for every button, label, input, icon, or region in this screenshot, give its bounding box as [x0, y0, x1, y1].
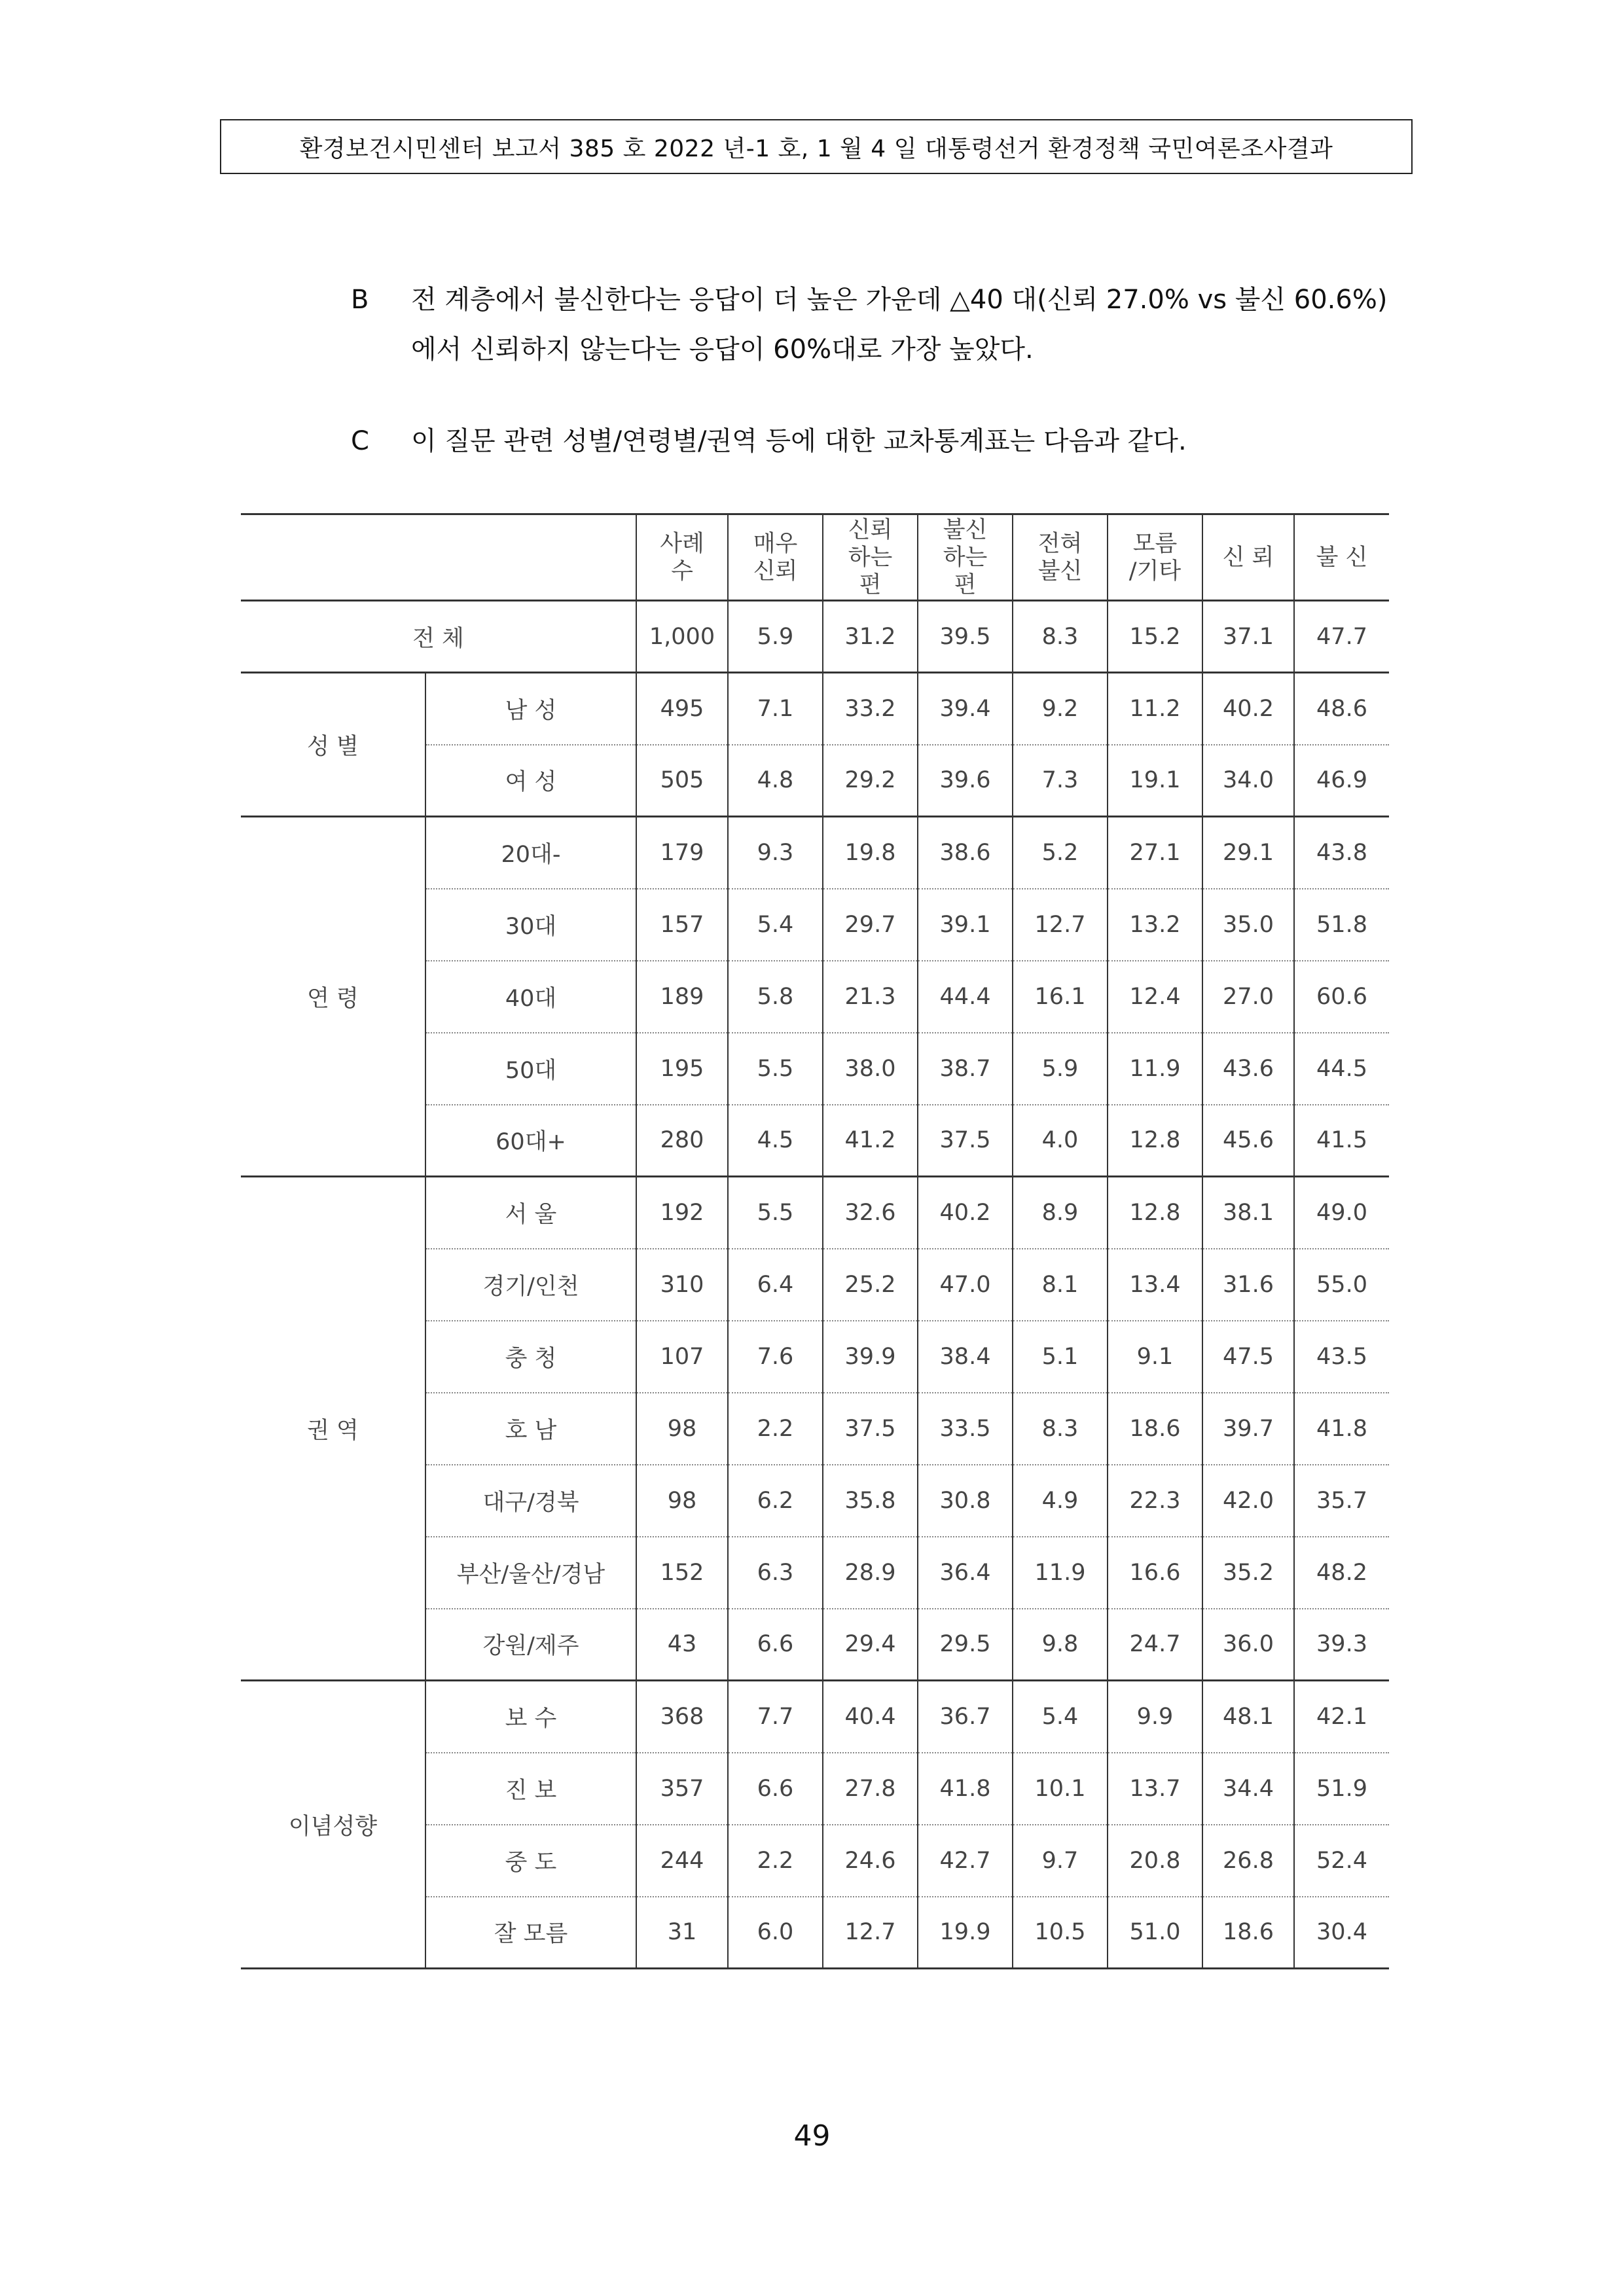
table-cell: 47.5: [1202, 1321, 1294, 1393]
table-cell: 13.7: [1108, 1753, 1202, 1825]
table-cell: 22.3: [1108, 1465, 1202, 1537]
column-header: 신 뢰: [1202, 514, 1294, 601]
group-label: 연 령: [241, 817, 425, 1177]
group-label: 권 역: [241, 1177, 425, 1681]
table-cell: 18.6: [1108, 1393, 1202, 1465]
table-cell: 6.2: [728, 1465, 823, 1537]
table-cell: 8.3: [1013, 601, 1108, 673]
table-cell: 18.6: [1202, 1897, 1294, 1969]
page-number: 49: [793, 2119, 831, 2153]
table-cell: 8.9: [1013, 1177, 1108, 1249]
table-cell: 5.9: [1013, 1033, 1108, 1105]
table-cell: 27.0: [1202, 961, 1294, 1033]
bullet-b: [351, 275, 1405, 374]
table-cell: 7.6: [728, 1321, 823, 1393]
table-corner-cell: [241, 514, 636, 601]
table-cell: 5.9: [728, 601, 823, 673]
table-cell: 48.6: [1294, 673, 1389, 745]
table-cell: 26.8: [1202, 1825, 1294, 1897]
table-cell: 30.4: [1294, 1897, 1389, 1969]
row-label: 경기/인천: [425, 1249, 636, 1321]
table-cell: 41.5: [1294, 1105, 1389, 1177]
table-cell: 5.4: [1013, 1681, 1108, 1753]
table-cell: 39.6: [918, 745, 1013, 817]
table-header-row: [241, 514, 1389, 601]
table-cell: 43.5: [1294, 1321, 1389, 1393]
table-cell: 12.7: [823, 1897, 918, 1969]
report-header-title: 환경보건시민센터 보고서 385 호 2022 년-1 호, 1 월 4 일 대통령선거 환경정책 국민여론조사결과: [299, 135, 1333, 162]
table-cell: 37.5: [823, 1393, 918, 1465]
table-cell: 38.1: [1202, 1177, 1294, 1249]
table-cell: 44.4: [918, 961, 1013, 1033]
table-cell: 5.1: [1013, 1321, 1108, 1393]
table-cell: 4.8: [728, 745, 823, 817]
table-cell: 46.9: [1294, 745, 1389, 817]
table-cell: 24.7: [1108, 1609, 1202, 1681]
table-cell: 41.2: [823, 1105, 918, 1177]
table-cell: 28.9: [823, 1537, 918, 1609]
table-cell: 38.4: [918, 1321, 1013, 1393]
group-label: 이념성향: [241, 1681, 425, 1969]
row-label: 잘 모름: [425, 1897, 636, 1969]
table-cell: 8.3: [1013, 1393, 1108, 1465]
table-cell: 244: [636, 1825, 728, 1897]
table-cell: 31: [636, 1897, 728, 1969]
bullet-c: [351, 416, 1405, 466]
table-cell: 195: [636, 1033, 728, 1105]
table-cell: 7.3: [1013, 745, 1108, 817]
row-label: 중 도: [425, 1825, 636, 1897]
table-cell: 51.9: [1294, 1753, 1389, 1825]
crosstab-table: [241, 513, 1389, 1969]
table-cell: 12.7: [1013, 889, 1108, 961]
table-cell: 27.8: [823, 1753, 918, 1825]
bullet-mark: C: [351, 426, 369, 456]
table-cell: 12.8: [1108, 1177, 1202, 1249]
table-cell: 4.9: [1013, 1465, 1108, 1537]
table-cell: 6.3: [728, 1537, 823, 1609]
table-cell: 9.1: [1108, 1321, 1202, 1393]
table-cell: 35.0: [1202, 889, 1294, 961]
table-cell: 43: [636, 1609, 728, 1681]
table-cell: 44.5: [1294, 1033, 1389, 1105]
table-cell: 368: [636, 1681, 728, 1753]
table-cell: 51.0: [1108, 1897, 1202, 1969]
table-cell: 36.4: [918, 1537, 1013, 1609]
table-cell: 4.0: [1013, 1105, 1108, 1177]
table-cell: 179: [636, 817, 728, 889]
table-cell: 40.2: [918, 1177, 1013, 1249]
table-cell: 41.8: [1294, 1393, 1389, 1465]
table-cell: 5.5: [728, 1177, 823, 1249]
table-cell: 31.6: [1202, 1249, 1294, 1321]
table-cell: 38.0: [823, 1033, 918, 1105]
table-cell: 189: [636, 961, 728, 1033]
table-cell: 34.0: [1202, 745, 1294, 817]
row-label: 남 성: [425, 673, 636, 745]
table-cell: 7.1: [728, 673, 823, 745]
row-label: 호 남: [425, 1393, 636, 1465]
table-cell: 5.2: [1013, 817, 1108, 889]
table-cell: 29.5: [918, 1609, 1013, 1681]
table-cell: 11.9: [1108, 1033, 1202, 1105]
table-cell: 39.4: [918, 673, 1013, 745]
row-label: 50대: [425, 1033, 636, 1105]
table-cell: 9.3: [728, 817, 823, 889]
table-cell: 51.8: [1294, 889, 1389, 961]
bullet-mark: B: [351, 285, 369, 315]
row-label: 40대: [425, 961, 636, 1033]
table-cell: 13.2: [1108, 889, 1202, 961]
table-cell: 107: [636, 1321, 728, 1393]
table-cell: 98: [636, 1465, 728, 1537]
row-label: 대구/경북: [425, 1465, 636, 1537]
column-header: 매우 신뢰: [728, 514, 823, 601]
table-cell: 35.7: [1294, 1465, 1389, 1537]
table-cell: 29.1: [1202, 817, 1294, 889]
row-label: 강원/제주: [425, 1609, 636, 1681]
group-label: 성 별: [241, 673, 425, 817]
table-cell: 12.4: [1108, 961, 1202, 1033]
row-label: 충 청: [425, 1321, 636, 1393]
table-cell: 24.6: [823, 1825, 918, 1897]
table-cell: 157: [636, 889, 728, 961]
table-cell: 40.2: [1202, 673, 1294, 745]
column-header: 전혀 불신: [1013, 514, 1108, 601]
report-header: [220, 119, 1413, 174]
table-cell: 9.2: [1013, 673, 1108, 745]
row-label: 전 체: [241, 601, 636, 673]
table-cell: 42.1: [1294, 1681, 1389, 1753]
table-cell: 36.0: [1202, 1609, 1294, 1681]
table-cell: 19.1: [1108, 745, 1202, 817]
table-cell: 33.5: [918, 1393, 1013, 1465]
table-cell: 16.1: [1013, 961, 1108, 1033]
table-cell: 29.4: [823, 1609, 918, 1681]
table-row: [241, 673, 1389, 745]
table-cell: 60.6: [1294, 961, 1389, 1033]
table-cell: 43.8: [1294, 817, 1389, 889]
table-cell: 9.8: [1013, 1609, 1108, 1681]
table-row: [241, 1177, 1389, 1249]
table-cell: 11.9: [1013, 1537, 1108, 1609]
table-cell: 505: [636, 745, 728, 817]
table-cell: 15.2: [1108, 601, 1202, 673]
table-cell: 32.6: [823, 1177, 918, 1249]
table-cell: 48.1: [1202, 1681, 1294, 1753]
column-header: 신뢰 하는 편: [823, 514, 918, 601]
table-cell: 29.2: [823, 745, 918, 817]
table-cell: 55.0: [1294, 1249, 1389, 1321]
row-label: 보 수: [425, 1681, 636, 1753]
table-cell: 37.1: [1202, 601, 1294, 673]
table-cell: 495: [636, 673, 728, 745]
table-cell: 2.2: [728, 1825, 823, 1897]
table-cell: 40.4: [823, 1681, 918, 1753]
table-cell: 39.9: [823, 1321, 918, 1393]
table-cell: 29.7: [823, 889, 918, 961]
row-label: 진 보: [425, 1753, 636, 1825]
table-cell: 2.2: [728, 1393, 823, 1465]
table-cell: 38.6: [918, 817, 1013, 889]
table-cell: 10.5: [1013, 1897, 1108, 1969]
table-cell: 9.9: [1108, 1681, 1202, 1753]
table-cell: 5.4: [728, 889, 823, 961]
row-label: 서 울: [425, 1177, 636, 1249]
column-header: 모름 /기타: [1108, 514, 1202, 601]
table-cell: 35.8: [823, 1465, 918, 1537]
table-cell: 45.6: [1202, 1105, 1294, 1177]
bullet-text: 이 질문 관련 성별/연령별/권역 등에 대한 교차통계표는 다음과 같다.: [411, 426, 1187, 456]
table-cell: 280: [636, 1105, 728, 1177]
table-cell: 1,000: [636, 601, 728, 673]
table-cell: 20.8: [1108, 1825, 1202, 1897]
table-row: [241, 1681, 1389, 1753]
row-label: 60대+: [425, 1105, 636, 1177]
table-cell: 39.3: [1294, 1609, 1389, 1681]
row-label: 부산/울산/경남: [425, 1537, 636, 1609]
table-cell: 6.4: [728, 1249, 823, 1321]
column-header: 불 신: [1294, 514, 1389, 601]
table-cell: 10.1: [1013, 1753, 1108, 1825]
table-cell: 49.0: [1294, 1177, 1389, 1249]
column-header: 불신 하는 편: [918, 514, 1013, 601]
table-cell: 98: [636, 1393, 728, 1465]
table-cell: 38.7: [918, 1033, 1013, 1105]
table-cell: 37.5: [918, 1105, 1013, 1177]
table-cell: 16.6: [1108, 1537, 1202, 1609]
row-label: 20대-: [425, 817, 636, 889]
table-cell: 48.2: [1294, 1537, 1389, 1609]
table-row-total: [241, 601, 1389, 673]
table-cell: 152: [636, 1537, 728, 1609]
table-cell: 42.0: [1202, 1465, 1294, 1537]
table-cell: 21.3: [823, 961, 918, 1033]
table-cell: 39.5: [918, 601, 1013, 673]
table-cell: 27.1: [1108, 817, 1202, 889]
table-cell: 47.7: [1294, 601, 1389, 673]
bullet-text: 전 계층에서 불신한다는 응답이 더 높은 가운데 △40 대(신뢰 27.0% vs 불신 60.6%)에서 신뢰하지 않는다는 응답이 60%대로 가장 높았다.: [411, 285, 1388, 365]
table-cell: 5.5: [728, 1033, 823, 1105]
table-row: [241, 817, 1389, 889]
table-cell: 357: [636, 1753, 728, 1825]
row-label: 30대: [425, 889, 636, 961]
table-cell: 13.4: [1108, 1249, 1202, 1321]
table-cell: 35.2: [1202, 1537, 1294, 1609]
table-cell: 41.8: [918, 1753, 1013, 1825]
table-cell: 43.6: [1202, 1033, 1294, 1105]
table-cell: 47.0: [918, 1249, 1013, 1321]
table-cell: 192: [636, 1177, 728, 1249]
table-cell: 5.8: [728, 961, 823, 1033]
table-cell: 39.7: [1202, 1393, 1294, 1465]
table-cell: 4.5: [728, 1105, 823, 1177]
table-cell: 36.7: [918, 1681, 1013, 1753]
table-cell: 6.6: [728, 1609, 823, 1681]
column-header: 사례 수: [636, 514, 728, 601]
table-cell: 42.7: [918, 1825, 1013, 1897]
table-cell: 30.8: [918, 1465, 1013, 1537]
table-cell: 8.1: [1013, 1249, 1108, 1321]
table-cell: 31.2: [823, 601, 918, 673]
table-cell: 25.2: [823, 1249, 918, 1321]
table-cell: 6.0: [728, 1897, 823, 1969]
table-cell: 34.4: [1202, 1753, 1294, 1825]
table-cell: 310: [636, 1249, 728, 1321]
table-cell: 39.1: [918, 889, 1013, 961]
table-cell: 12.8: [1108, 1105, 1202, 1177]
table-cell: 33.2: [823, 673, 918, 745]
table-cell: 6.6: [728, 1753, 823, 1825]
table-cell: 7.7: [728, 1681, 823, 1753]
table-cell: 19.9: [918, 1897, 1013, 1969]
table-cell: 9.7: [1013, 1825, 1108, 1897]
row-label: 여 성: [425, 745, 636, 817]
table-cell: 11.2: [1108, 673, 1202, 745]
table-cell: 52.4: [1294, 1825, 1389, 1897]
table-cell: 19.8: [823, 817, 918, 889]
